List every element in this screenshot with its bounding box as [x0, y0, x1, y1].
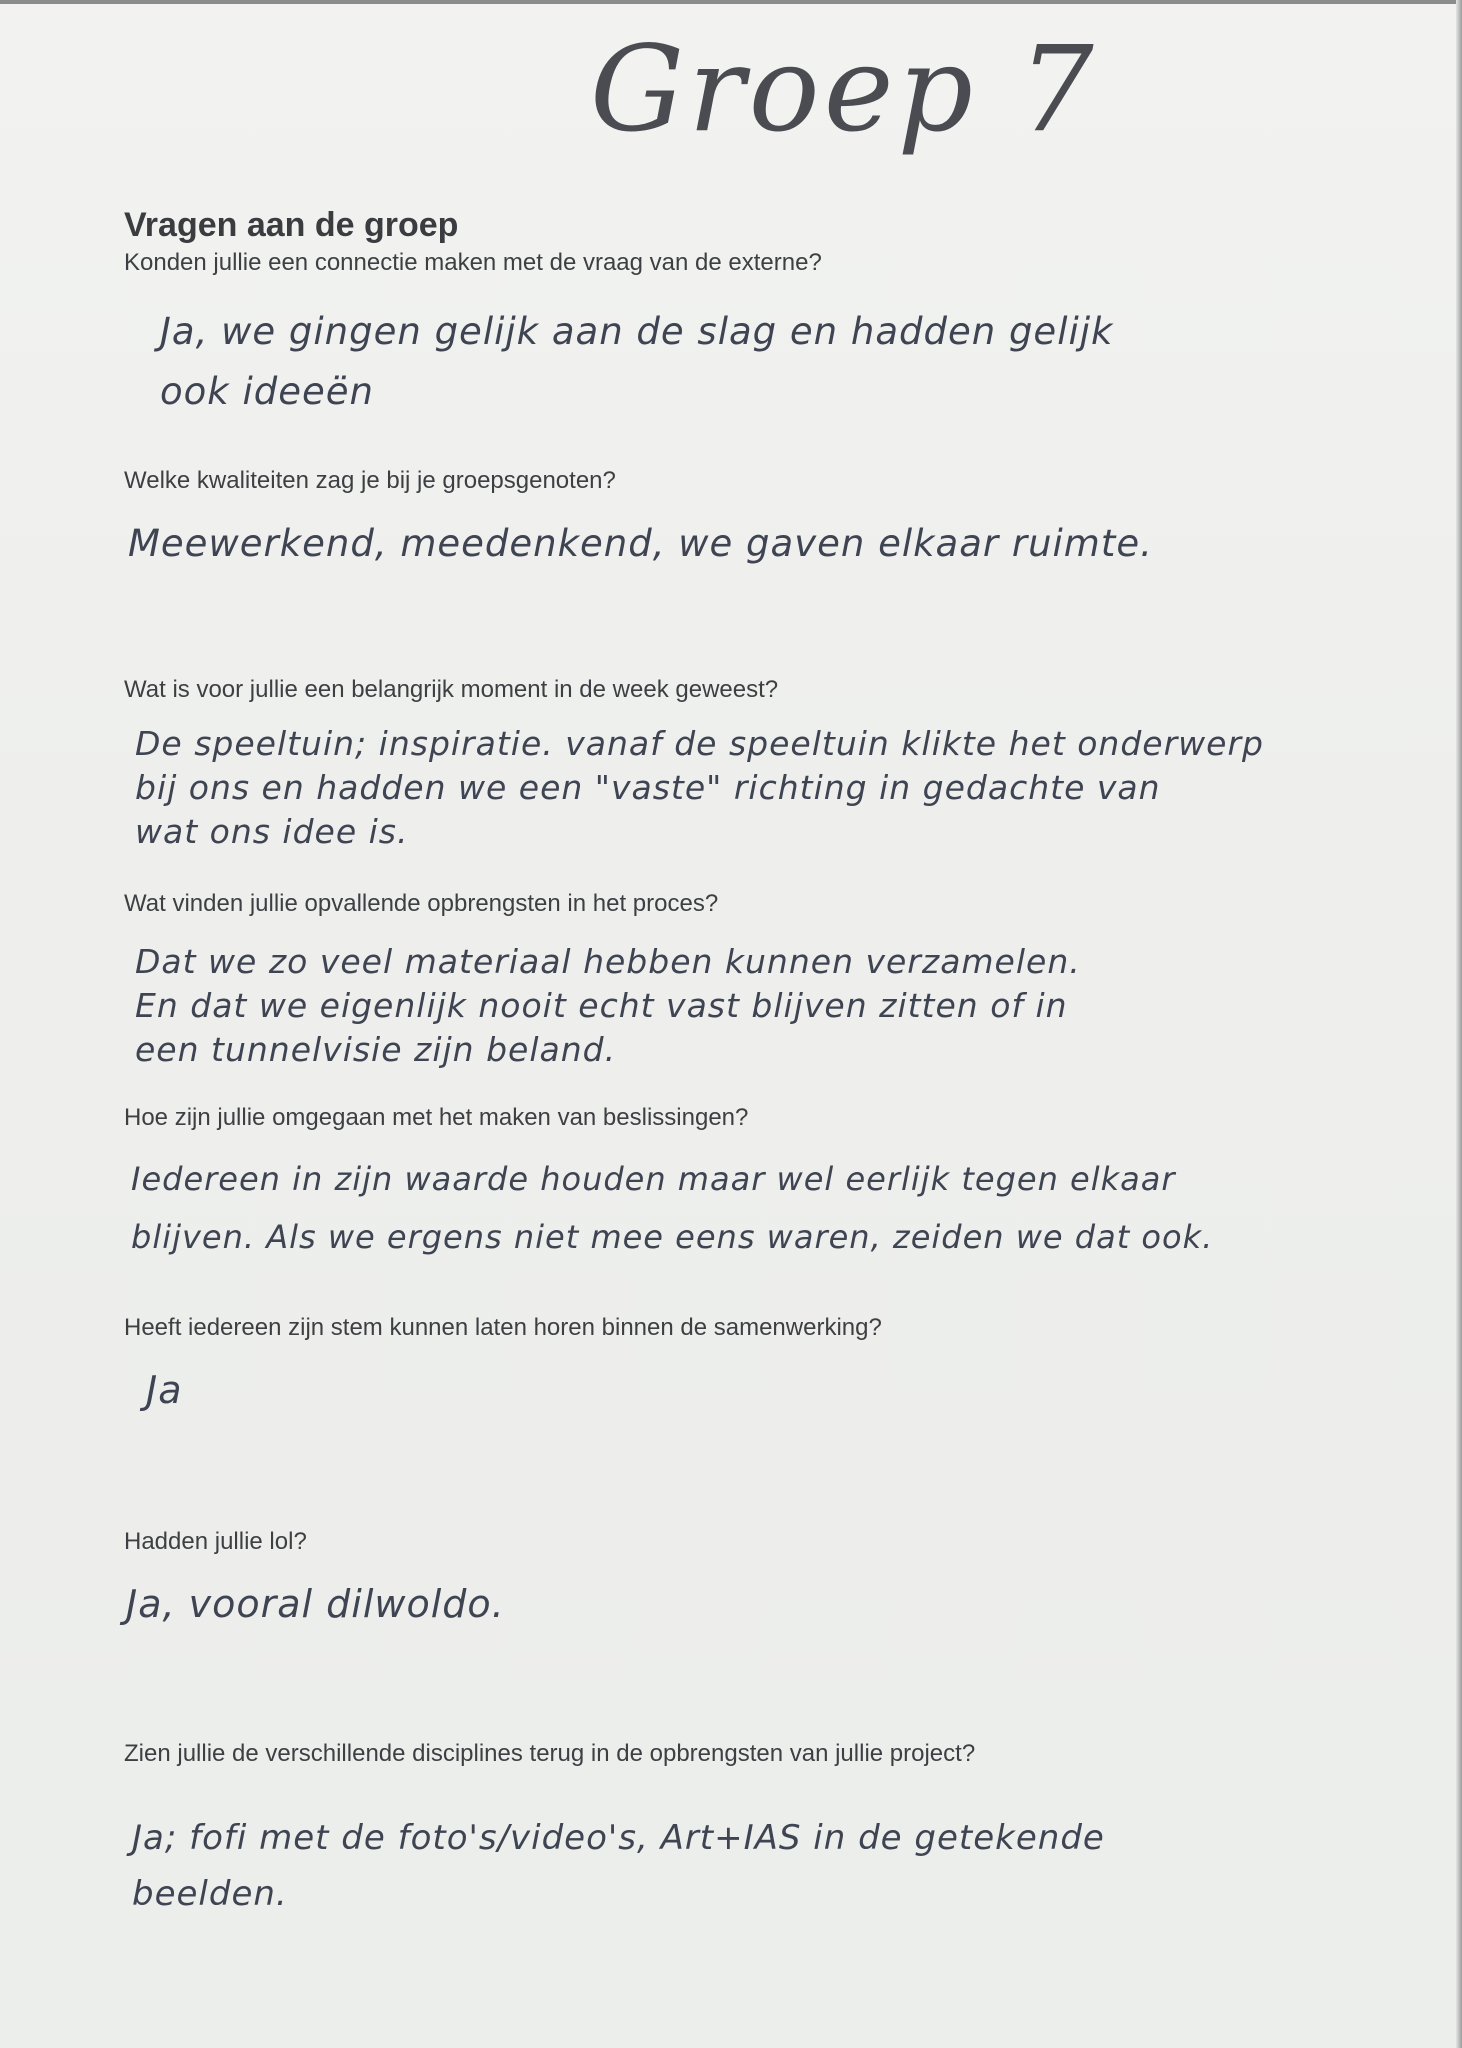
answer-fun — [126, 1574, 505, 1634]
answer-line: wat ons idee is. — [135, 812, 409, 851]
section-heading: Vragen aan de groep — [124, 206, 459, 244]
question-important-moment: Wat is voor jullie een belangrijk moment in de week geweest? — [124, 676, 779, 703]
answer-line: Ja; fofi met de foto's/video's, Art+IAS in de getekende — [132, 1818, 1105, 1858]
answer-line: Dat we zo veel materiaal hebben kunnen verzamelen. — [135, 942, 1081, 981]
answer-decisions — [131, 1150, 1213, 1266]
answer-line: blijven. Als we ergens niet mee eens waren, zeiden we dat ook. — [131, 1218, 1214, 1256]
answer-line: Ja — [146, 1368, 183, 1412]
answer-outcomes — [135, 940, 1081, 1072]
page-right-edge — [1456, 0, 1462, 2048]
answer-line: een tunnelvisie zijn beland. — [135, 1030, 617, 1069]
answer-line: Meewerkend, meedenkend, we gaven elkaar ruimte. — [128, 522, 1153, 565]
answer-line: De speeltuin; inspiratie. vanaf de speeltuin klikte het onderwerp — [135, 724, 1264, 763]
answer-disciplines — [132, 1810, 1105, 1922]
answer-voice — [146, 1360, 183, 1420]
question-connection: Konden jullie een connectie maken met de vraag van de externe? — [124, 249, 822, 276]
answer-line: beelden. — [132, 1874, 288, 1914]
question-qualities: Welke kwaliteiten zag je bij je groepsgenoten? — [124, 467, 616, 494]
answer-connection — [160, 302, 1113, 422]
question-fun: Hadden jullie lol? — [124, 1528, 307, 1555]
answer-line: Ja, we gingen gelijk aan de slag en hadden gelijk — [160, 310, 1114, 353]
answer-important-moment — [135, 722, 1264, 854]
answer-qualities — [128, 514, 1153, 574]
question-voice: Heeft iedereen zijn stem kunnen laten horen binnen de samenwerking? — [124, 1314, 882, 1341]
answer-line: Ja, vooral dilwoldo. — [126, 1582, 505, 1626]
answer-line: En dat we eigenlijk nooit echt vast blijven zitten of in — [135, 986, 1068, 1025]
answer-line: ook ideeën — [160, 370, 374, 413]
question-outcomes: Wat vinden jullie opvallende opbrengsten in het proces? — [124, 890, 719, 917]
handwritten-title: Groep 7 — [590, 20, 1098, 158]
question-disciplines: Zien jullie de verschillende disciplines terug in de opbrengsten van jullie project? — [124, 1740, 976, 1767]
page-top-edge — [0, 0, 1462, 4]
question-decisions: Hoe zijn jullie omgegaan met het maken van beslissingen? — [124, 1104, 749, 1131]
answer-line: Iedereen in zijn waarde houden maar wel eerlijk tegen elkaar — [131, 1160, 1176, 1198]
answer-line: bij ons en hadden we een "vaste" richting in gedachte van — [135, 768, 1161, 807]
